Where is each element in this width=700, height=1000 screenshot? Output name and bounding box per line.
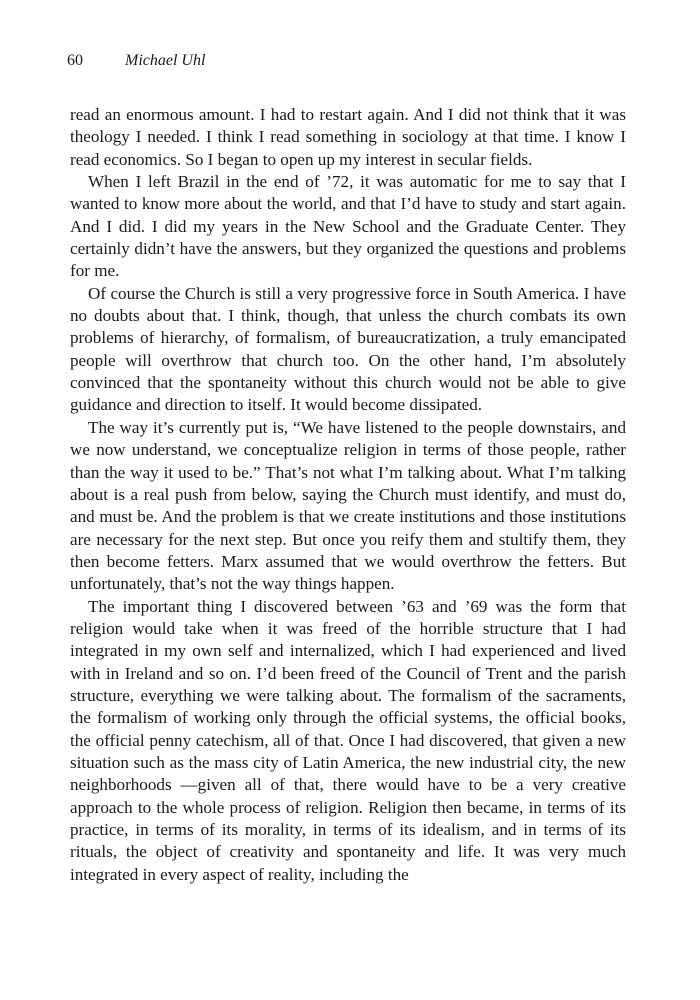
paragraph: Of course the Church is still a very progressive force in South America. I have no doubts about that. I think, though, that unless the church combats its own problems of hierarchy, of formalism, of bureaucratization, a truly emancipated people will overthrow that church too. On the other hand, I’m absolutely convinced that the spontaneity without this church would not be able to give guidance and direction to itself. It would become dissipated. [70, 283, 626, 415]
page-number: 60 [67, 52, 83, 69]
paragraph: The way it’s currently put is, “We have listened to the people downstairs, and we now understand, we conceptualize religion in terms of those people, rather than the way it used to be.” That’s not what I’m talking about. What I’m talking about is a real push from below, saying the Church must identify, and must do, and must be. And the problem is that we create institutions and those institutions are necessary for the next step. But once you reify them and stultify them, they then become fetters. Marx assumed that we would overthrow the fetters. But unfortunately, that’s not the way things happen. [70, 417, 626, 594]
paragraph: The important thing I discovered between ’63 and ’69 was the form that religion would take when it was freed of the horrible structure that I had integrated in my own self and internalized, which I had experienced and lived with in Ireland and so on. I’d been freed of the Council of Trent and the parish structure, everything we were talking about. The formalism of the sacraments, the formalism of working only through the official systems, the official books, the official penny catechism, all of that. Once I had discovered, that given a new situation such as the mass city of Latin America, the new industrial city, the new neighborhoods —given all of that, there would have to be a very creative approach to the whole process of religion. Religion then became, in terms of its practice, in terms of its morality, in terms of its idealism, and in terms of its rituals, the object of creativity and spontaneity and life. It was very much integrated in every aspect of reality, including the [70, 596, 626, 884]
paragraph-continued: read an enormous amount. I had to restart again. And I did not think that it was theology I needed. I think I read something in sociology at that time. I know I read economics. So I began to open up my interest in secular fields. [70, 105, 626, 169]
running-head [67, 51, 205, 71]
paragraph: When I left Brazil in the end of ’72, it was automatic for me to say that I wanted to know more about the world, and that I’d have to study and start again. And I did. I did my years in the New School and the Graduate Center. They certainly didn’t have the answers, but they organized the questions and problems for me. [70, 172, 626, 281]
body-text [70, 104, 626, 886]
running-title: Michael Uhl [125, 52, 206, 69]
